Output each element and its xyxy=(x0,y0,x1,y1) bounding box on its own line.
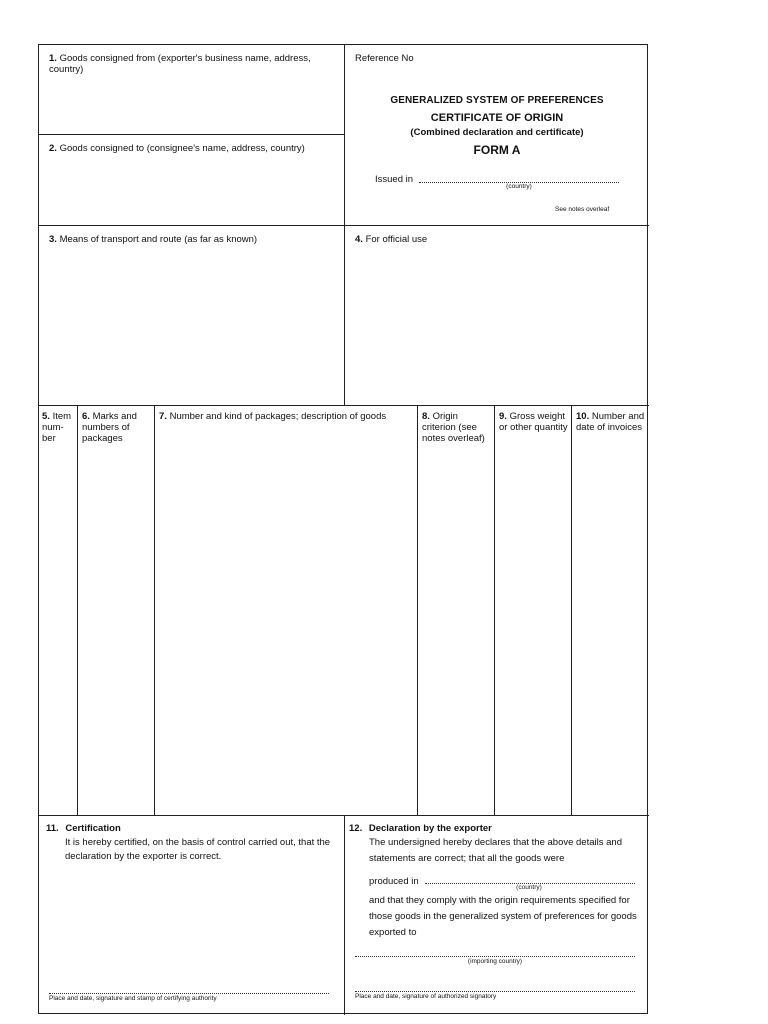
box3-text: Means of transport and route (as far as known) xyxy=(59,234,258,245)
authorized-signatory-caption: Place and date, signature of authorized signatory xyxy=(355,993,497,1000)
column10-text: Number and date of invoices xyxy=(576,411,645,433)
box11-number: 11. xyxy=(46,823,59,834)
box12-number: 12. xyxy=(349,823,363,834)
form-a-title: FORM A xyxy=(473,143,521,157)
box2-label xyxy=(49,143,334,154)
box4-text: For official use xyxy=(365,234,428,245)
box1-label xyxy=(49,53,334,75)
certificate-of-origin-form xyxy=(38,44,648,1014)
transport-section-divider xyxy=(39,405,649,406)
column9-text: Gross weight or other quantity xyxy=(499,411,568,433)
column6-header xyxy=(82,411,152,444)
column5-number: 5. xyxy=(42,411,50,422)
issued-in-country-caption: (country) xyxy=(506,183,532,190)
column5-text: Item num- ber xyxy=(42,411,72,444)
column-divider-5-6 xyxy=(77,405,78,815)
declaration-body-2: and that they comply with the origin requirements specified for those goods in the generalized system of preferences for goods exported to xyxy=(369,895,637,938)
box4-label xyxy=(355,234,640,245)
box4-number: 4. xyxy=(355,234,363,245)
column9-number: 9. xyxy=(499,411,507,422)
column6-text: Marks and numbers of packages xyxy=(82,411,137,444)
column6-number: 6. xyxy=(82,411,90,422)
box2-number: 2. xyxy=(49,143,57,154)
certifying-authority-caption: Place and date, signature and stamp of certifying authority xyxy=(49,995,217,1002)
importing-country-caption: (importing country) xyxy=(467,958,523,965)
certificate-title: CERTIFICATE OF ORIGIN xyxy=(430,112,564,124)
column8-text: Origin criterion (see notes overleaf) xyxy=(422,411,485,444)
box12-heading xyxy=(349,823,492,834)
box3-number: 3. xyxy=(49,234,57,245)
produced-in-country-caption: (country) xyxy=(516,884,542,891)
column7-number: 7. xyxy=(159,411,167,422)
column-divider-8-9 xyxy=(494,405,495,815)
column-divider-7-8 xyxy=(417,405,418,815)
column7-header xyxy=(159,411,414,422)
declaration-body-1: The undersigned hereby declares that the above details and statements are correct; that all the goods were xyxy=(369,837,622,864)
box3-label xyxy=(49,234,334,245)
certification-title: Certification xyxy=(65,823,121,834)
column10-header xyxy=(576,411,648,433)
declaration-title: Declaration by the exporter xyxy=(368,823,492,834)
see-notes-label: See notes overleaf xyxy=(555,206,610,213)
column9-header xyxy=(499,411,571,433)
column5-header xyxy=(42,411,76,444)
column-divider-9-10 xyxy=(571,405,572,815)
column10-number: 10. xyxy=(576,411,590,422)
importing-country-field[interactable] xyxy=(355,956,635,957)
gsp-title: GENERALIZED SYSTEM OF PREFERENCES xyxy=(390,95,604,106)
box1-box2-divider xyxy=(39,134,344,135)
certifying-authority-signature-field[interactable] xyxy=(49,993,329,994)
box1-number: 1. xyxy=(49,53,57,64)
column8-header xyxy=(422,411,490,444)
column-divider-6-7 xyxy=(154,405,155,815)
certification-body: It is hereby certified, on the basis of control carried out, that the declaration by the exporter is correct. xyxy=(65,837,331,862)
combined-declaration-subtitle: (Combined declaration and certificate) xyxy=(410,127,584,138)
box2-text: Goods consigned to (consignee's name, address, country) xyxy=(59,143,305,154)
column7-text: Number and kind of packages; description of goods xyxy=(169,411,387,422)
authorized-signatory-field[interactable] xyxy=(355,991,635,992)
box1-text: Goods consigned from (exporter's business name, address, country) xyxy=(49,53,311,75)
produced-in-label: produced in xyxy=(369,876,419,887)
bottom-vertical-divider xyxy=(344,815,345,1015)
issued-in-label: Issued in xyxy=(375,174,414,185)
box11-heading xyxy=(46,823,121,834)
column8-number: 8. xyxy=(422,411,430,422)
reference-label: Reference No xyxy=(355,53,414,64)
top-section-divider xyxy=(39,225,649,226)
